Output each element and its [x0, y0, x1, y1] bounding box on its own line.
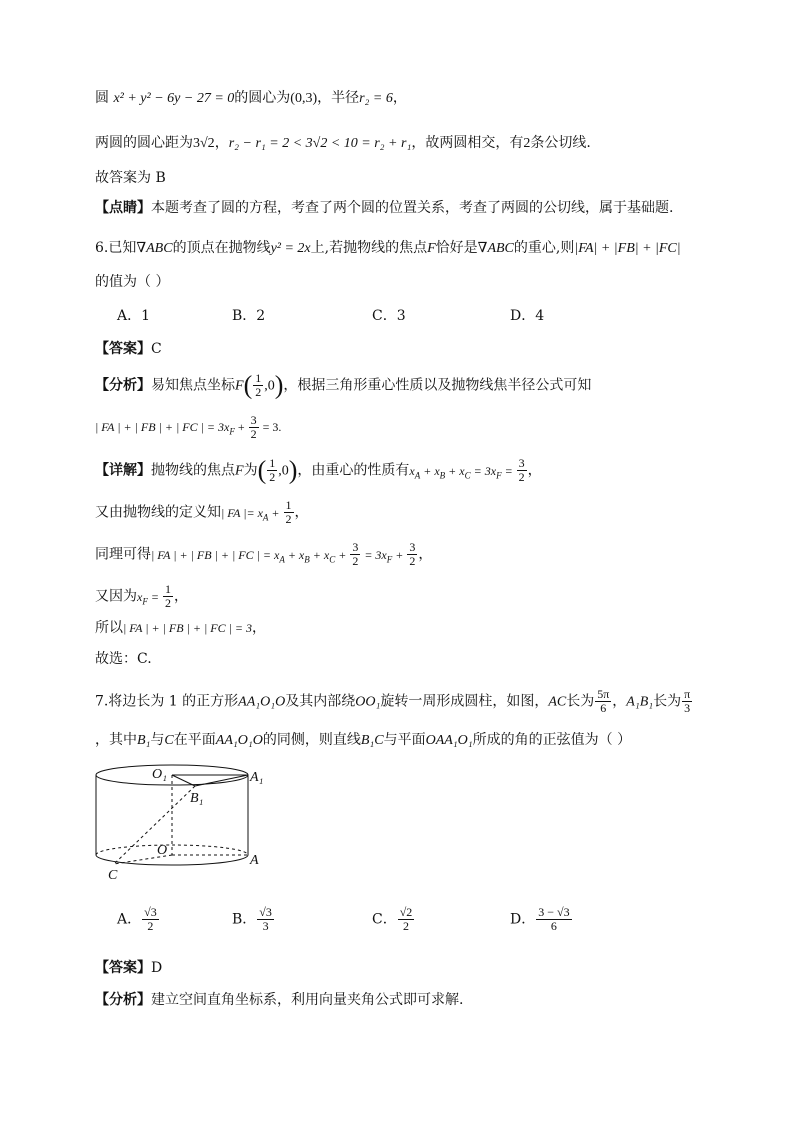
option-a: A．1 [117, 308, 151, 324]
math-inequality: r₂ − r₁ = 2 < 3√2 < 10 = r₂ + r₁ [228, 136, 412, 151]
analysis-tag: 【分析】 [95, 992, 151, 1008]
text: ， [214, 135, 229, 151]
math-center: (0,3) [290, 91, 318, 106]
label-o: O [157, 843, 168, 858]
segment-b1a1 [195, 775, 248, 786]
comment-tag: 【点睛】 [95, 200, 151, 216]
detail-6-line-3: 同理可得| FA | + | FB | + | FC | = $x_A + x_B + x_C$ + $\frac{3}{2}$ = $3x_F$ + $\frac{3}{2}$ ， [95, 540, 433, 568]
analysis-text: 建立空间直角坐标系，利用向量夹角公式即可求解. [151, 992, 464, 1008]
math-radius: r₂ = 6 [359, 91, 393, 106]
answer-6 [95, 339, 162, 359]
answer-value: C [151, 341, 162, 357]
text: 恰好是 [435, 240, 478, 256]
text: 的重心,则 [513, 240, 575, 256]
bottom-front-arc [96, 855, 248, 865]
text: 条公切线. [530, 135, 591, 151]
detail-6-line-6: 故选：C. [95, 651, 152, 667]
answer-value: D [151, 960, 163, 976]
option-c: C．3 [372, 308, 406, 324]
cylinder-figure [90, 760, 280, 885]
question-7-line-2: ，其中B₁与C在平面AA₁O₁O的同侧，则直线B₁C与平面OAA₁O₁所成的角的正弦值为（ ） [95, 732, 632, 748]
analysis-tag: 【分析】 [95, 377, 151, 394]
detail-6-line-5: 所以| FA | + | FB | + | FC | = 3， [95, 620, 266, 636]
math-triangle: ∇ABC [136, 241, 173, 256]
question-6-tail: 的值为（ ） [95, 274, 170, 290]
answer-tag: 【答案】 [95, 341, 151, 357]
option-b: B．2 [232, 308, 266, 324]
option-d: D． $\frac{3 - √3}{6}$ [510, 905, 570, 933]
comment-line [95, 198, 673, 218]
text: ， [392, 90, 407, 106]
math-number: 2 [523, 136, 531, 151]
text: 的圆心为 [234, 90, 291, 106]
math-sum: |FA| + |FB| + |FC| [574, 241, 681, 256]
text: 两圆的圆心距为 [95, 135, 193, 151]
text-line-3: 故答案为 B [95, 170, 166, 186]
detail-6: 【详解】抛物线的焦点F为( $\frac{1}{2}$ ,0)，由重心的性质有$x_A + x_B + x_C = 3x_F$ = $\frac{3}{2}$ ， [95, 455, 542, 485]
fraction: $\frac{1}{2}$ [255, 371, 262, 399]
analysis-7 [95, 990, 463, 1010]
option-d: D．4 [510, 308, 545, 324]
analysis-6: 【分析】易知焦点坐标F( $\frac{1}{2}$ ,0)，根据三角形重心性质以及抛物线焦半径公式可知 [95, 370, 592, 400]
question-7: 7.将边长为 1 的正方形AA₁O₁O及其内部绕OO₁旋转一周形成圆柱，如图，AC长为 $\frac{5\pi}{6}$ ，A₁B₁长为 $\frac{\pi}{3}$ [95, 687, 691, 715]
math-focus: F [427, 241, 436, 256]
label-o1: O₁ [152, 767, 167, 782]
answer-7 [95, 958, 162, 978]
option-a: A． $\frac{√3}{2}$ [117, 905, 157, 933]
analysis-6-formula: | FA | + | FB | + | FC | = $3x_F$ + $\frac{3}{2}$ = 3. [95, 413, 282, 441]
text: ，根据三角形重心性质以及抛物线焦半径公式可知 [283, 377, 592, 394]
answer-tag: 【答案】 [95, 960, 151, 976]
option-b: B． $\frac{√3}{3}$ [232, 905, 272, 933]
label-b1: B₁ [190, 791, 204, 806]
text: ，故两圆相交，有 [411, 135, 524, 151]
detail-tag: 【详解】 [95, 462, 151, 479]
label-a: A [250, 853, 259, 868]
text: 上,若抛物线的焦点 [310, 240, 428, 256]
text: ，半径 [317, 90, 360, 106]
math-triangle: ∇ABC [477, 241, 514, 256]
detail-6-line-2: 又由抛物线的定义知| FA |= $x_A$ + $\frac{1}{2}$ ， [95, 498, 309, 526]
math-parabola: y² = 2x [270, 241, 311, 256]
label-c: C [108, 868, 118, 883]
question-6 [95, 238, 681, 259]
text: 易知焦点坐标 [151, 377, 235, 394]
question-number: 6. [95, 240, 109, 256]
text-line-2 [95, 133, 591, 154]
text: 圆 [95, 90, 114, 106]
text: 已知 [108, 240, 137, 256]
detail-6-line-4: 又因为$x_F$ = $\frac{1}{2}$ ， [95, 582, 188, 610]
segment-b1c [114, 786, 195, 864]
segment-o1b1 [172, 775, 195, 786]
label-a1: A₁ [250, 770, 264, 785]
math-F: F [235, 378, 244, 394]
text: 的顶点在抛物线 [172, 240, 271, 256]
text-line-1 [95, 88, 407, 109]
option-c: C． $\frac{√2}{2}$ [372, 905, 413, 933]
comment-text: 本题考查了圆的方程，考查了两个圆的位置关系，考查了两圆的公切线，属于基础题. [151, 200, 674, 216]
math-distance: 3√2 [193, 136, 215, 151]
math-circle-equation: x² + y² − 6y − 27 = 0 [113, 91, 235, 106]
